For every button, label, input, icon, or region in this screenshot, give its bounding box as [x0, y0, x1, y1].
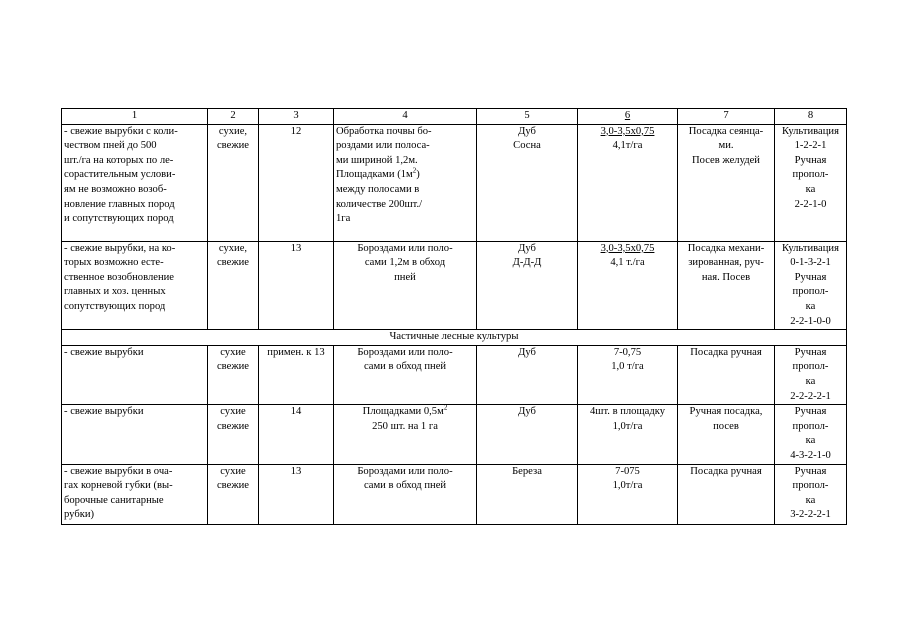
header-cell-3: 3 [259, 109, 334, 125]
cell-area-type: - свежие вырубки [62, 345, 208, 404]
table-row [62, 241, 847, 330]
cell-soil-prep: Бороздами или поло- сами в обход пней [334, 345, 477, 404]
section-title: Частичные лесные культуры [62, 330, 847, 346]
cell-spacing: 4шт. в площадку 1,0т/га [578, 405, 678, 464]
header-cell-1: 1 [62, 109, 208, 125]
table-row [62, 124, 847, 241]
cell-area-type: - свежие вырубки [62, 405, 208, 464]
cell-species: Дуб Сосна [477, 124, 578, 241]
cell-soil: сухие, свежие [208, 124, 259, 241]
cell-species: Дуб Д-Д-Д [477, 241, 578, 330]
cell-spacing: 3,0-3,5х0,75 4,1 т./га [578, 241, 678, 330]
table-row [62, 464, 847, 524]
cell-care: Культивация 1-2-2-1 Ручная пропол- ка 2-2-1-0 [775, 124, 847, 241]
cell-method: Ручная посадка, посев [678, 405, 775, 464]
header-cell-8: 8 [775, 109, 847, 125]
cell-area-type: - свежие вырубки с коли- чеством пней до 500 шт./га на которых по ле- сорастительным услови- ям не возможно возоб- новление главных пород и сопутствующих пород [62, 124, 208, 241]
cell-method: Посадка ручная [678, 464, 775, 524]
cell-method: Посадка сеянца- ми. Посев желудей [678, 124, 775, 241]
cell-scheme-ref: примен. к 13 [259, 345, 334, 404]
cell-scheme-ref: 13 [259, 241, 334, 330]
cell-soil-prep: Бороздами или поло- сами 1,2м в обход пней [334, 241, 477, 330]
header-cell-2: 2 [208, 109, 259, 125]
cell-area-type: - свежие вырубки, на ко- торых возможно есте- ственное возобновление главных и хоз. ценных сопутствующих пород [62, 241, 208, 330]
forest-culture-table [61, 108, 847, 525]
section-row [62, 330, 847, 346]
cell-spacing: 3,0-3,5х0,75 4,1т/га [578, 124, 678, 241]
header-cell-4: 4 [334, 109, 477, 125]
cell-soil: сухие, свежие [208, 241, 259, 330]
cell-soil-prep: Площадками $0,5м^2$ 250 шт. на 1 га [334, 405, 477, 464]
cell-soil-prep: Обработка почвы бо- роздами или полоса- ми шириной 1,2м. Площадками $(1м^2)$ между полосами в количестве 200шт./ 1га [334, 124, 477, 241]
header-cell-6: 6 [578, 109, 678, 125]
table-row [62, 345, 847, 404]
cell-scheme-ref: 12 [259, 124, 334, 241]
cell-species: Береза [477, 464, 578, 524]
table-row [62, 405, 847, 464]
header-row [62, 109, 847, 125]
cell-method: Посадка ручная [678, 345, 775, 404]
cell-soil-prep: Бороздами или поло- сами в обход пней [334, 464, 477, 524]
cell-soil: сухие свежие [208, 405, 259, 464]
header-cell-7: 7 [678, 109, 775, 125]
cell-spacing: 7-075 1,0т/га [578, 464, 678, 524]
cell-soil: сухие свежие [208, 345, 259, 404]
cell-species: Дуб [477, 345, 578, 404]
cell-spacing: 7-0,75 1,0 т/га [578, 345, 678, 404]
cell-care: Ручная пропол- ка 4-3-2-1-0 [775, 405, 847, 464]
cell-method: Посадка механи- зированная, руч- ная. Посев [678, 241, 775, 330]
cell-scheme-ref: 14 [259, 405, 334, 464]
cell-species: Дуб [477, 405, 578, 464]
cell-scheme-ref: 13 [259, 464, 334, 524]
header-cell-5: 5 [477, 109, 578, 125]
cell-care: Ручная пропол- ка 3-2-2-2-1 [775, 464, 847, 524]
cell-care: Культивация 0-1-3-2-1 Ручная пропол- ка 2-2-1-0-0 [775, 241, 847, 330]
cell-area-type: - свежие вырубки в оча- гах корневой губки (вы- борочные санитарные рубки) [62, 464, 208, 524]
cell-care: Ручная пропол- ка 2-2-2-2-1 [775, 345, 847, 404]
cell-soil: сухие свежие [208, 464, 259, 524]
